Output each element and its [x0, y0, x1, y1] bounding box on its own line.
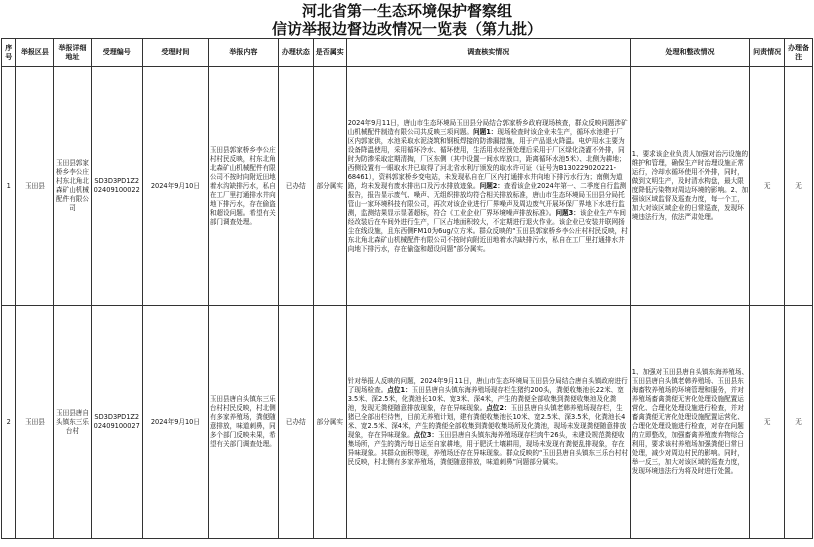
header-address: 举报详细地址: [54, 39, 91, 67]
header-investigation: 调查核实情况: [346, 39, 630, 67]
cell-content: 玉田县郭家桥乡李公庄村村民反映，村东北角北森矿山机械配件有限公司不按时向附近田地着水沟缺排污水，私自在工厂里打通排水井向地下排污水，存在偷盗和超设问题。希望有关部门调查处理。: [208, 67, 278, 306]
cell-district: 玉田县: [16, 67, 54, 306]
cell-time: 2024年9月10日: [142, 306, 208, 539]
cell-address: 玉田县唐自头镇东三乐台村: [54, 306, 91, 539]
cell-remark: 无: [785, 67, 813, 306]
cell-case-no: SD3D3PD1Z202409100022: [91, 67, 142, 306]
inv-q3: 该企业生产车间经改装后在车间外进行生产，厂区占地面积较大，不定期进行退火作业。该企业已安装并联网扬尘在线设施，且东西侧FM10为6ug/立方米。群众反映的“玉田县郭家桥乡李公庄村村民反映，村东北角北森矿山机械配件有限公司不按时向附近田地着水沟缺排污水，私自在工厂里打通排水井向地下排污水，存在偷盗和超设问题”部分属实。: [347, 208, 628, 253]
cell-verified: 部分属实: [313, 306, 346, 539]
inv-q2-label: 问题2：: [479, 181, 504, 190]
inv-q3: 玉田县唐自头镇东海养殖场现存栏肉牛26头，未建设规范粪便收集场所，产生的粪污每日运至自家耕地，用于肥沃土壤耕用，现场未发现有粪便乱排现象，存在异味现象。其群众面积等现，养殖场还存在异味现象。群众反映的“玉田县唐自头镇东三乐台村村民反映，村北侧有多家养殖场，粪便随意排放，味道刺鼻”问题部分属实。: [347, 431, 629, 466]
table-row: [2, 67, 813, 306]
inv-q1: 玉田县唐自头镇东海养殖场现存栏生猪约200头，粪便收集池长22米、宽3.5米、深2.5米，化粪池长10米、宽3米、深4米，产生的粪便全部收集到粪便收集池及化粪池，发现无粪便随意排放现象，存在异味现象。: [347, 386, 624, 412]
header-no: 序号: [2, 39, 16, 67]
cell-status: 已办结: [278, 306, 313, 539]
header-handling: 处理和整改情况: [630, 39, 749, 67]
cell-district: 玉田县: [16, 306, 54, 539]
complaint-table: [1, 38, 813, 539]
inv-intro: 针对举报人反映的问题，2024年9月11日，唐山市生态环境局玉田县分局结合唐自头镇政府进行了现场检查。: [347, 377, 628, 394]
cell-case-no: SD3D3PD1Z202409100027: [91, 306, 142, 539]
cell-remark: 无: [785, 306, 813, 539]
cell-handling: 1、要求该企业负责人加强对治污设施的维护和管理，确保生产时治理设施正常运行，冷却水循环使用不外排，同时，做到文明生产，及时清水构盘，最大限度降低污染物对周边环境的影响。2、加强该区域监督及巡查力度，每一个工，加大对该区域企业的日常巡查，发现环境违法行为，依法严肃处理。: [630, 67, 749, 306]
cell-accountability: 无: [750, 306, 785, 539]
inv-q1-label: 问题1：: [473, 127, 498, 136]
inv-q1: 现场检查时该企业未生产，循环水池建于厂区内郭家供，水池采取水泥浇筑和钢板焊接的防渗漏措施，用于产品退火降温。电炉用水主要为设备降温使用，采用循环冷水、循环使用，生活用水经预处理后采用于厂区绿化浇灌不外排，同时为防渗采取定期清掏，厂区东侧（其中设置一间水库放口，距离循环水池5米）、北侧为耕地；西侧设置有一眼取水井已取得了河北省水利厅颁发的取水许可证（证号为B130229020221-68461），资料郭家桥乡变电站，未发现私自在厂区内打通排水井向地下排污水行为；南侧为道路，均未发现有废水排出口及污水排放迹象。: [347, 127, 626, 190]
inv-q2: 查看该企业2024年第一、二季度自行监测报告，报告显示废气、噪声、无组织排放均符合相关排放标准，唐山市生态环境局玉田县分局托管山一家环境科技有限公司，再次对该企业进行厂界噪声及周边废气开展环保厂界地下水进行监测，监测结果显示显著超标，符合《工业企业厂界环境噪声排放标准》。: [347, 181, 627, 217]
inv-q1-label: 点位1：: [387, 386, 412, 394]
page-title-line1: 河北省第一生态环境保护督察组: [301, 2, 512, 20]
header-verified: 是否属实: [313, 39, 346, 67]
cell-accountability: 无: [750, 67, 785, 306]
table-row: [2, 306, 813, 539]
cell-address: 玉田县郭家桥乡李公庄村东北角北森矿山机械配件有限公司: [54, 67, 91, 306]
header-time: 受理时间: [142, 39, 208, 67]
cell-handling: 1、加强对玉田县唐自头镇东海养殖场、玉田县唐自头镇老韩养殖场、玉田县东海畜牧养殖场的环境管理和服务，并对养殖场畜禽粪便无害化处理设施配置运营化、合理化处理设施进行检查，并对畜禽粪便无害化处理设施配置运营化、合理化处理设施进行检查，对存在问题的立即整改，加强畜禽养殖废弃物综合利用，要求该村养殖场加强粪便日常日处理，减少对周边村民的影响。同时，举一反三，加大对该区域的巡查力度，发现环境违法行为将及时进行处置。: [630, 306, 749, 539]
cell-content: 玉田县唐自头镇东三乐台村村民反映，村北侧有多家养殖场，粪便随意排放，味道刺鼻，同多个部门反映未果，希望有关部门调查处理。: [208, 306, 278, 539]
inv-q3-label: 点位3：: [413, 431, 439, 439]
header-remark: 办理备注: [785, 39, 813, 67]
header-status: 办理状态: [278, 39, 313, 67]
cell-investigation: [346, 306, 630, 539]
cell-no: 2: [2, 306, 16, 539]
cell-investigation: [346, 67, 630, 306]
inv-q2: 玉田县唐自头镇老韩养殖场现存栏，生猪已全部出栏待售，目前无养殖计划，建有粪便收集池长10米、宽2.5米、深3.5米，化粪池长4米、宽2.5米、深4米，产生的粪便全部收集到粪便收集场所及化粪池，现场未发现粪便随意排放现象，存在异味现象。: [347, 404, 627, 439]
inv-intro: 2024年9月11日，唐山市生态环境局玉田县分局结合郭家桥乡政府现场核查，群众反映问题涉矿山机械配件制造有限公司共反映三项问题。: [347, 118, 628, 136]
page-title-line2: 信访举报边督边改情况一览表（第九批）: [271, 20, 542, 38]
cell-verified: 部分属实: [313, 67, 346, 306]
header-accountability: 问责情况: [750, 39, 785, 67]
header-case-no: 受理编号: [91, 39, 142, 67]
cell-no: 1: [2, 67, 16, 306]
table-header-row: [2, 39, 813, 67]
cell-time: 2024年9月10日: [142, 67, 208, 306]
header-district: 举报区县: [16, 39, 54, 67]
inv-q3-label: 问题3：: [555, 208, 580, 217]
cell-status: 已办结: [278, 67, 313, 306]
inv-q2-label: 点位2：: [486, 404, 511, 412]
header-content: 举报内容: [208, 39, 278, 67]
